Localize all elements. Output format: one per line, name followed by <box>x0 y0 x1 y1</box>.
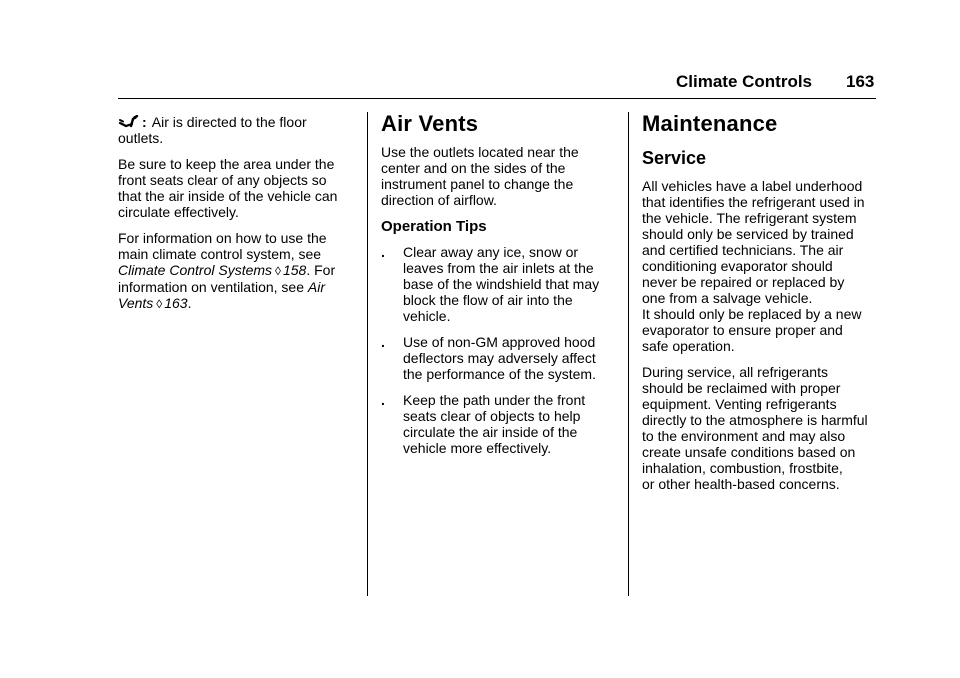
text-line: It should only be replaced by a new <box>642 306 862 322</box>
link-climate-control-systems[interactable]: Climate Control Systems <box>118 262 273 278</box>
text-line: evaporator to ensure proper and <box>642 322 843 338</box>
text-line: front seats clear of any objects so <box>118 172 327 188</box>
link-air-vents[interactable]: Vents <box>118 295 154 311</box>
text-line: should only be serviced by trained <box>642 226 854 242</box>
text-line: should be reclaimed with proper <box>642 380 841 396</box>
text-line: All vehicles have a label underhood <box>642 178 863 194</box>
text-line: conditioning evaporator should <box>642 258 833 274</box>
subheading-operation-tips: Operation Tips <box>381 218 487 235</box>
floor-mode-description <box>118 114 358 146</box>
text: information on ventilation, see <box>118 279 304 295</box>
bullet-mark: . <box>381 244 385 260</box>
text-line: safe operation. <box>642 338 735 354</box>
subheading-service: Service <box>642 148 707 168</box>
floor-airflow-icon <box>118 115 140 129</box>
text-line: vehicle more effectively. <box>403 440 552 456</box>
text-line: outlets. <box>118 130 164 146</box>
column-left <box>118 114 358 322</box>
text-line: seats clear of objects to help <box>403 408 581 424</box>
text-line: directly to the atmosphere is harmful <box>642 412 868 428</box>
heading-air-vents: Air Vents <box>381 111 479 136</box>
text-line: circulate the air inside of the <box>403 424 578 440</box>
text-line: inhalation, combustion, frostbite, <box>642 460 843 476</box>
text-line: equipment. Venting refrigerants <box>642 396 837 412</box>
text-line: block the flow of air into the <box>403 292 573 308</box>
text: . <box>187 295 192 311</box>
text-line: one from a salvage vehicle. <box>642 290 813 306</box>
text-line: and certified technicians. The air <box>642 242 844 258</box>
column-right <box>642 111 878 502</box>
link-air-vents[interactable]: Air <box>307 279 326 295</box>
text-line: Use the outlets located near the <box>381 144 579 160</box>
list-item <box>381 392 611 456</box>
text-line: the vehicle. The refrigerant system <box>642 210 857 226</box>
text-line: direction of airflow. <box>381 192 497 208</box>
header-rule <box>118 98 876 99</box>
icon-colon: : <box>142 114 147 130</box>
column-divider <box>628 112 629 596</box>
text-line: main climate control system, see <box>118 246 322 262</box>
page-ref[interactable]: 158 <box>282 262 307 278</box>
page-ref-icon: ◊ <box>275 264 281 278</box>
text-line: base of the windshield that may <box>403 276 600 292</box>
bullet-mark: . <box>381 392 385 408</box>
text-line: leaves from the air inlets at the <box>403 260 594 276</box>
paragraph <box>381 144 611 208</box>
paragraph <box>118 230 358 312</box>
bullet-mark: . <box>381 334 385 350</box>
text: . For <box>306 262 336 278</box>
text-line: center and on the sides of the <box>381 160 566 176</box>
list-item <box>381 244 611 324</box>
tips-list <box>381 244 611 456</box>
paragraph <box>118 156 358 220</box>
text-line: or other health-based concerns. <box>642 476 840 492</box>
text-line: instrument panel to change the <box>381 176 574 192</box>
text-line: that the air inside of the vehicle can <box>118 188 338 204</box>
text-line: Keep the path under the front <box>403 392 586 408</box>
text-line: Air is directed to the floor <box>151 114 307 130</box>
paragraph <box>642 178 878 354</box>
heading-maintenance: Maintenance <box>642 111 778 136</box>
text-line: that identifies the refrigerant used in <box>642 194 865 210</box>
page-number: 163 <box>846 72 875 91</box>
text-line: to the environment and may also <box>642 428 846 444</box>
text-line: Use of non-GM approved hood <box>403 334 596 350</box>
page-ref-icon: ◊ <box>156 297 163 311</box>
text-line: the performance of the system. <box>403 366 596 382</box>
page-ref[interactable]: 163 <box>164 295 188 311</box>
text-line: For information on how to use the <box>118 230 327 246</box>
text-line: create unsafe conditions based on <box>642 444 856 460</box>
list-item <box>381 334 611 382</box>
column-middle <box>381 111 611 466</box>
section-title: Climate Controls <box>676 72 813 91</box>
text-line: Be sure to keep the area under the <box>118 156 335 172</box>
text-line: During service, all refrigerants <box>642 364 828 380</box>
text-line: Clear away any ice, snow or <box>403 244 579 260</box>
text-line: vehicle. <box>403 308 451 324</box>
text-line: deflectors may adversely affect <box>403 350 596 366</box>
text-line: never be repaired or replaced by <box>642 274 845 290</box>
column-divider <box>367 112 368 596</box>
text-line: circulate effectively. <box>118 204 239 220</box>
paragraph <box>642 364 878 492</box>
